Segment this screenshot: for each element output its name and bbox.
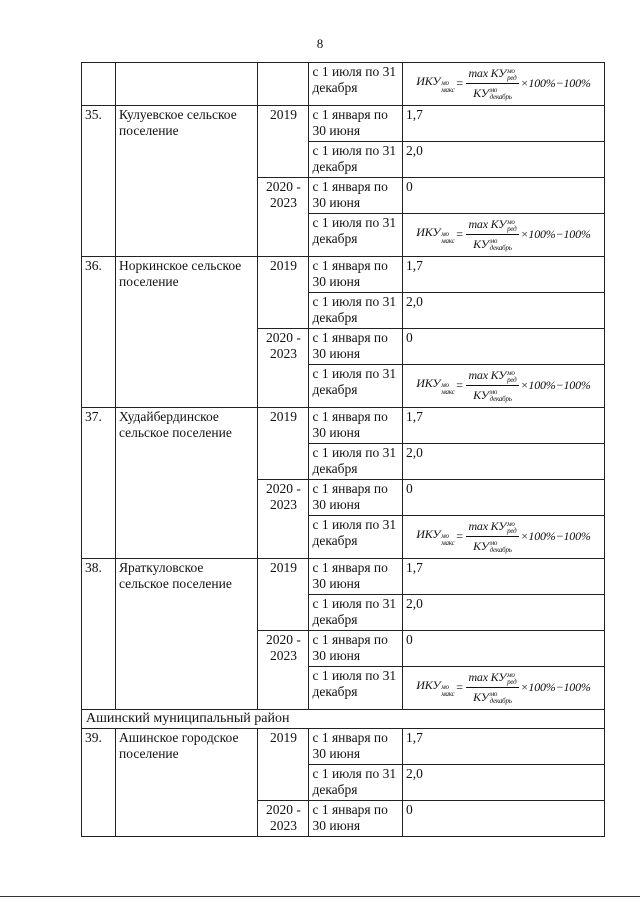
period-cell: с 1 января по 30 июня [309, 257, 403, 293]
formula-tail: ×100%−100% [520, 76, 591, 90]
period-cell: с 1 января по 30 июня [309, 106, 403, 142]
year-cell: 2020 - 2023 [258, 178, 309, 257]
year-cell: 2020 - 2023 [258, 480, 309, 559]
year-cell: 2020 - 2023 [258, 631, 309, 710]
name-cell [116, 63, 258, 106]
formula-numerator: max КУ мо ред [468, 519, 517, 535]
formula-tail: ×100%−100% [520, 680, 591, 694]
table-row [82, 63, 605, 106]
period-cell: с 1 января по 30 июня [309, 408, 403, 444]
formula-fraction [466, 216, 518, 252]
settlement-name: Кулуевское сельское поселение [116, 106, 258, 257]
formula-numerator: max КУ мо ред [468, 66, 517, 82]
table-row [82, 257, 605, 293]
formula-fraction [466, 65, 518, 101]
settlement-name: Ашинское городское поселение [116, 729, 258, 837]
formula-cell [403, 667, 605, 710]
table-row [82, 106, 605, 142]
value-cell: 2,0 [403, 142, 605, 178]
period-cell: с 1 июля по 31 декабря [309, 595, 403, 631]
formula-fraction [466, 518, 518, 554]
value-cell: 2,0 [403, 293, 605, 329]
value-cell: 2,0 [403, 595, 605, 631]
tariff-table [81, 62, 605, 837]
period-cell: с 1 января по 30 июня [309, 631, 403, 667]
value-cell: 2,0 [403, 765, 605, 801]
period-cell: с 1 июля по 31 декабря [309, 63, 403, 106]
row-number: 38. [82, 559, 116, 710]
table-row [82, 559, 605, 595]
settlement-name: Худайбердинское сельское поселение [116, 408, 258, 559]
value-cell: 1,7 [403, 106, 605, 142]
year-cell: 2020 - 2023 [258, 329, 309, 408]
year-cell [258, 63, 309, 106]
formula [406, 668, 601, 706]
formula-cell [403, 516, 605, 559]
formula-lhs: ИКУ мо макс [416, 677, 455, 698]
value-cell: 0 [403, 631, 605, 667]
table-row [82, 408, 605, 444]
year-cell: 2019 [258, 106, 309, 178]
formula-denominator: КУ мо декабрь [473, 689, 512, 705]
period-cell: с 1 января по 30 июня [309, 559, 403, 595]
year-cell: 2020 - 2023 [258, 801, 309, 837]
formula-lhs: ИКУ мо макс [416, 224, 455, 245]
period-cell: с 1 июля по 31 декабря [309, 293, 403, 329]
period-cell: с 1 июля по 31 декабря [309, 142, 403, 178]
year-cell: 2019 [258, 257, 309, 329]
period-cell: с 1 января по 30 июня [309, 329, 403, 365]
year-cell: 2019 [258, 408, 309, 480]
value-cell: 1,7 [403, 559, 605, 595]
period-cell: с 1 июля по 31 декабря [309, 444, 403, 480]
formula [406, 215, 601, 253]
formula-numerator: max КУ мо ред [468, 217, 517, 233]
value-cell: 1,7 [403, 408, 605, 444]
formula-lhs: ИКУ мо макс [416, 73, 455, 94]
formula-numerator: max КУ мо ред [468, 670, 517, 686]
formula-fraction [466, 669, 518, 705]
formula-equals: = [455, 680, 464, 694]
formula-lhs: ИКУ мо макс [416, 375, 455, 396]
year-cell: 2019 [258, 559, 309, 631]
region-header: Ашинский муниципальный район [82, 710, 605, 729]
settlement-name: Норкинское сельское поселение [116, 257, 258, 408]
formula-equals: = [455, 227, 464, 241]
formula [406, 517, 601, 555]
formula-numerator: max КУ мо ред [468, 368, 517, 384]
formula-cell [403, 63, 605, 106]
period-cell: с 1 июля по 31 декабря [309, 516, 403, 559]
period-cell: с 1 июля по 31 декабря [309, 667, 403, 710]
table-row [82, 729, 605, 765]
row-number: 37. [82, 408, 116, 559]
formula-equals: = [455, 378, 464, 392]
value-cell: 1,7 [403, 729, 605, 765]
period-cell: с 1 января по 30 июня [309, 729, 403, 765]
period-cell: с 1 января по 30 июня [309, 480, 403, 516]
table-row [82, 710, 605, 729]
formula-tail: ×100%−100% [520, 227, 591, 241]
formula-denominator: КУ мо декабрь [473, 85, 512, 101]
formula [406, 366, 601, 404]
formula-equals: = [455, 529, 464, 543]
value-cell: 2,0 [403, 444, 605, 480]
formula [406, 64, 601, 102]
formula-fraction [466, 367, 518, 403]
formula-tail: ×100%−100% [520, 378, 591, 392]
formula-denominator: КУ мо декабрь [473, 387, 512, 403]
period-cell: с 1 июля по 31 декабря [309, 765, 403, 801]
period-cell: с 1 июля по 31 декабря [309, 365, 403, 408]
value-cell: 1,7 [403, 257, 605, 293]
row-number: 39. [82, 729, 116, 837]
period-cell: с 1 января по 30 июня [309, 801, 403, 837]
formula-denominator: КУ мо декабрь [473, 538, 512, 554]
period-cell: с 1 января по 30 июня [309, 178, 403, 214]
value-cell: 0 [403, 329, 605, 365]
value-cell: 0 [403, 178, 605, 214]
formula-equals: = [455, 76, 464, 90]
settlement-name: Яраткуловское сельское поселение [116, 559, 258, 710]
formula-lhs: ИКУ мо макс [416, 526, 455, 547]
page-bottom-rule [0, 896, 640, 897]
year-cell: 2019 [258, 729, 309, 801]
formula-tail: ×100%−100% [520, 529, 591, 543]
value-cell: 0 [403, 801, 605, 837]
formula-cell [403, 365, 605, 408]
row-number: 35. [82, 106, 116, 257]
row-number: 36. [82, 257, 116, 408]
formula-cell [403, 214, 605, 257]
num-cell [82, 63, 116, 106]
page-number: 8 [316, 36, 324, 51]
value-cell: 0 [403, 480, 605, 516]
period-cell: с 1 июля по 31 декабря [309, 214, 403, 257]
formula-denominator: КУ мо декабрь [473, 236, 512, 252]
